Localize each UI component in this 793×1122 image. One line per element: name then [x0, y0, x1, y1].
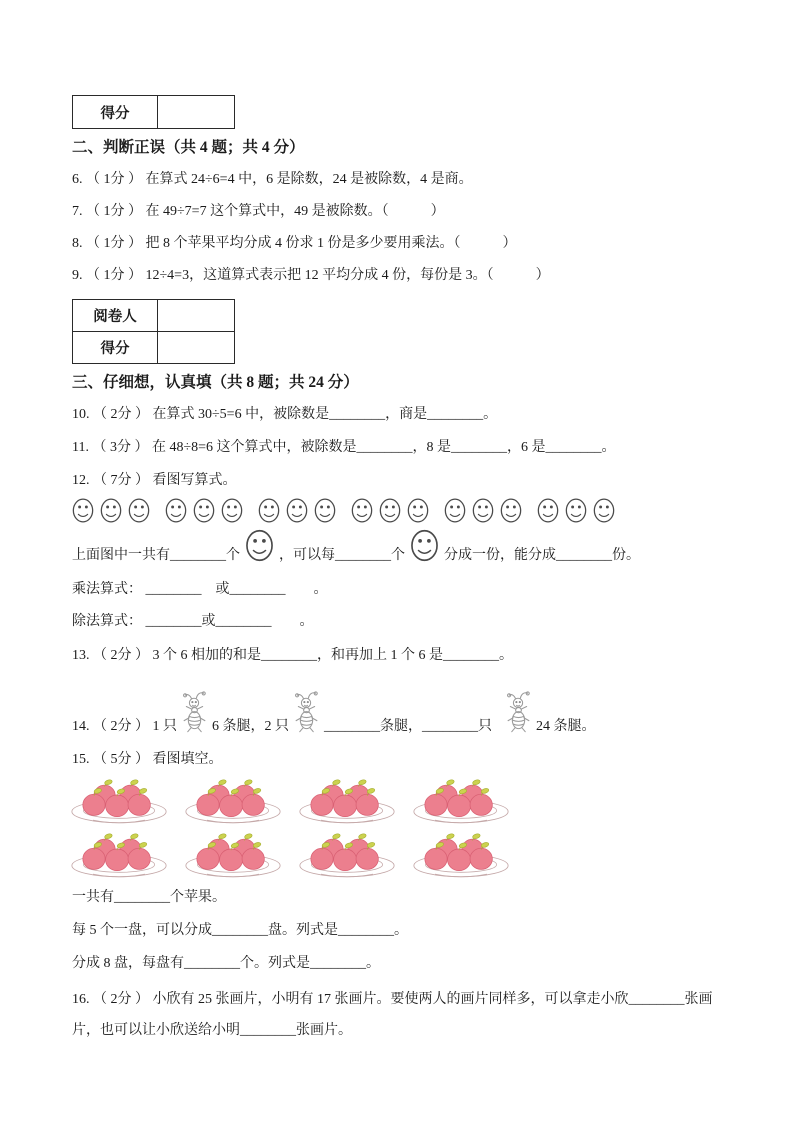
question-16: 16. （ 2分 ） 小欣有 25 张画片，小明有 17 张画片。要使两人的画片同样多，可以拿走小欣________张画片，也可以让小欣送给小明________张画片。 [72, 992, 713, 1038]
apple-plate-icon [66, 830, 172, 880]
smiley-face-icon [379, 497, 401, 524]
score-blank-cell [158, 332, 235, 364]
question-10: 10. （ 2分 ） 在算式 30÷5=6 中，被除数是________，商是________。 [72, 407, 498, 422]
smiley-face-icon [245, 529, 274, 562]
smiley-face-icon [500, 497, 522, 524]
smiley-face-icon [444, 497, 466, 524]
apple-plate-icon [408, 830, 514, 880]
question-14 [72, 690, 727, 736]
table-row [73, 300, 235, 332]
q14-text: 14. （ 2分 ） 1 只 [72, 719, 177, 734]
plate-row [66, 776, 727, 826]
smiley-face-icon [258, 497, 280, 524]
score-label-cell: 得分 [73, 332, 158, 364]
smiley-face-icon [100, 497, 122, 524]
smiley-face-icon [537, 497, 559, 524]
question-15-line-3: 分成 8 盘，每盘有________个。列式是________。 [72, 956, 380, 971]
question-8: 8. （ 1分 ） 把 8 个苹果平均分成 4 份求 1 份是多少要用乘法。（ ） [72, 236, 517, 251]
apple-plate-icon [408, 776, 514, 826]
page-content [72, 95, 727, 1046]
table-row [73, 332, 235, 364]
q14-text: 6 条腿，2 只 [212, 719, 289, 734]
grader-label-cell: 阅卷人 [73, 300, 158, 332]
ant-icon [506, 690, 531, 733]
smiley-face-icon [472, 497, 494, 524]
division-equation-line: 除法算式： ________或________ 。 [72, 614, 314, 629]
grader-blank-cell [158, 300, 235, 332]
ant-icon [294, 690, 319, 733]
multiplication-equation-line: 乘法算式： ________ 或________ 。 [72, 582, 328, 597]
question-6: 6. （ 1分 ） 在算式 24÷6=4 中，6 是除数，24 是被除数，4 是商。 [72, 172, 473, 187]
q14-text: ________条腿，________只 [324, 719, 492, 734]
smiley-face-icon [410, 529, 439, 562]
apple-plate-icon [180, 776, 286, 826]
apple-plate-icon [294, 830, 400, 880]
score-label-cell: 得分 [73, 96, 158, 129]
smiley-face-icon [351, 497, 373, 524]
smiley-face-icon [407, 497, 429, 524]
question-7: 7. （ 1分 ） 在 49÷7=7 这个算式中，49 是被除数。（ ） [72, 204, 445, 219]
apple-plate-icon [294, 776, 400, 826]
smiley-face-icon [286, 497, 308, 524]
question-12-fill-line [72, 529, 727, 568]
fill-text: 分成一份，能分成________份。 [444, 548, 640, 563]
question-11: 11. （ 3分 ） 在 48÷8=6 这个算式中，被除数是________，8 是________，6 是________。 [72, 440, 616, 455]
question-13: 13. （ 2分 ） 3 个 6 相加的和是________，和再加上 1 个 6 是________。 [72, 648, 513, 663]
score-blank-cell [158, 96, 235, 129]
question-15-line-1: 一共有________个苹果。 [72, 890, 226, 905]
smiley-face-icon [128, 497, 150, 524]
fill-text: ，可以每________个 [279, 548, 405, 563]
apple-plates-figure [66, 776, 727, 880]
smiley-face-icon [314, 497, 336, 524]
table-row [73, 96, 235, 129]
smiley-face-icon [193, 497, 215, 524]
smiley-face-icon [165, 497, 187, 524]
question-9: 9. （ 1分 ） 12÷4=3，这道算式表示把 12 平均分成 4 份，每份是 3。（ ） [72, 268, 550, 283]
grader-score-table [72, 299, 235, 364]
plate-row [66, 830, 727, 880]
smiley-face-icon [565, 497, 587, 524]
smiley-face-icon [593, 497, 615, 524]
smiley-row [72, 496, 727, 524]
smiley-face-icon [221, 497, 243, 524]
question-12-header: 12. （ 7分 ） 看图写算式。 [72, 473, 237, 488]
smiley-face-icon [72, 497, 94, 524]
question-15-header: 15. （ 5分 ） 看图填空。 [72, 752, 223, 767]
section-2-title: 二、判断正误（共 4 题；共 4 分） [72, 139, 305, 156]
q14-text: 24 条腿。 [536, 719, 596, 734]
apple-plate-icon [66, 776, 172, 826]
fill-text: 上面图中一共有________个 [72, 548, 240, 563]
apple-plate-icon [180, 830, 286, 880]
question-15-line-2: 每 5 个一盘，可以分成________盘。列式是________。 [72, 923, 408, 938]
score-table [72, 95, 235, 129]
ant-icon [182, 690, 207, 733]
section-3-title: 三、仔细想，认真填（共 8 题；共 24 分） [72, 374, 359, 391]
